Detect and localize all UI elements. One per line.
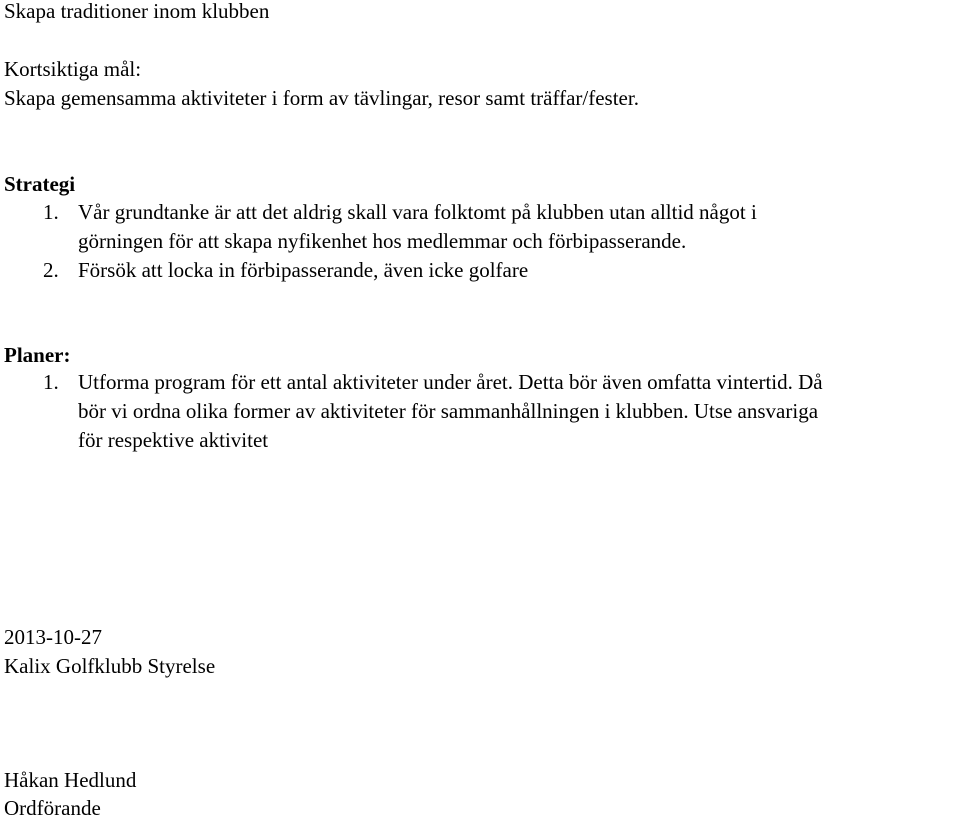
plans-item-1-line-3: för respektive aktivitet <box>78 428 269 452</box>
short-term-goals-label: Kortsiktiga mål: <box>4 57 142 81</box>
plans-item-1 <box>43 368 943 455</box>
strategy-item-1-line-2: görningen för att skapa nyfikenhet hos medlemmar och förbipasserande. <box>78 229 687 253</box>
strategy-item-2-line-1: Försök att locka in förbipasserande, även icke golfare <box>78 258 529 282</box>
strategy-item-1 <box>43 198 943 256</box>
plans-item-1-line-1: Utforma program för ett antal aktiviteter under året. Detta bör även omfatta vintertid. Då <box>78 370 823 394</box>
plans-label: Planer: <box>4 343 71 367</box>
strategy-item-1-line-1: Vår grundtanke är att det aldrig skall vara folktomt på klubben utan alltid något i <box>78 200 757 224</box>
strategy-item-1-text <box>78 198 943 256</box>
strategy-item-1-number: 1. <box>43 200 59 224</box>
footer-date: 2013-10-27 <box>4 625 102 649</box>
strategy-item-2-number: 2. <box>43 258 59 282</box>
strategy-item-2-text <box>78 256 943 285</box>
plans-item-1-text <box>78 368 943 455</box>
document-heading: Skapa traditioner inom klubben <box>4 0 270 23</box>
strategy-item-2 <box>43 256 943 285</box>
plans-item-1-line-2: bör vi ordna olika former av aktiviteter för sammanhållningen i klubben. Utse ansvariga <box>78 399 819 423</box>
short-term-goals-text: Skapa gemensamma aktiviteter i form av tävlingar, resor samt träffar/fester. <box>4 86 639 110</box>
footer-organization: Kalix Golfklubb Styrelse <box>4 654 216 678</box>
plans-item-1-number: 1. <box>43 370 59 394</box>
signer-title: Ordförande <box>4 796 101 820</box>
signer-name: Håkan Hedlund <box>4 768 137 792</box>
strategy-label: Strategi <box>4 172 76 196</box>
